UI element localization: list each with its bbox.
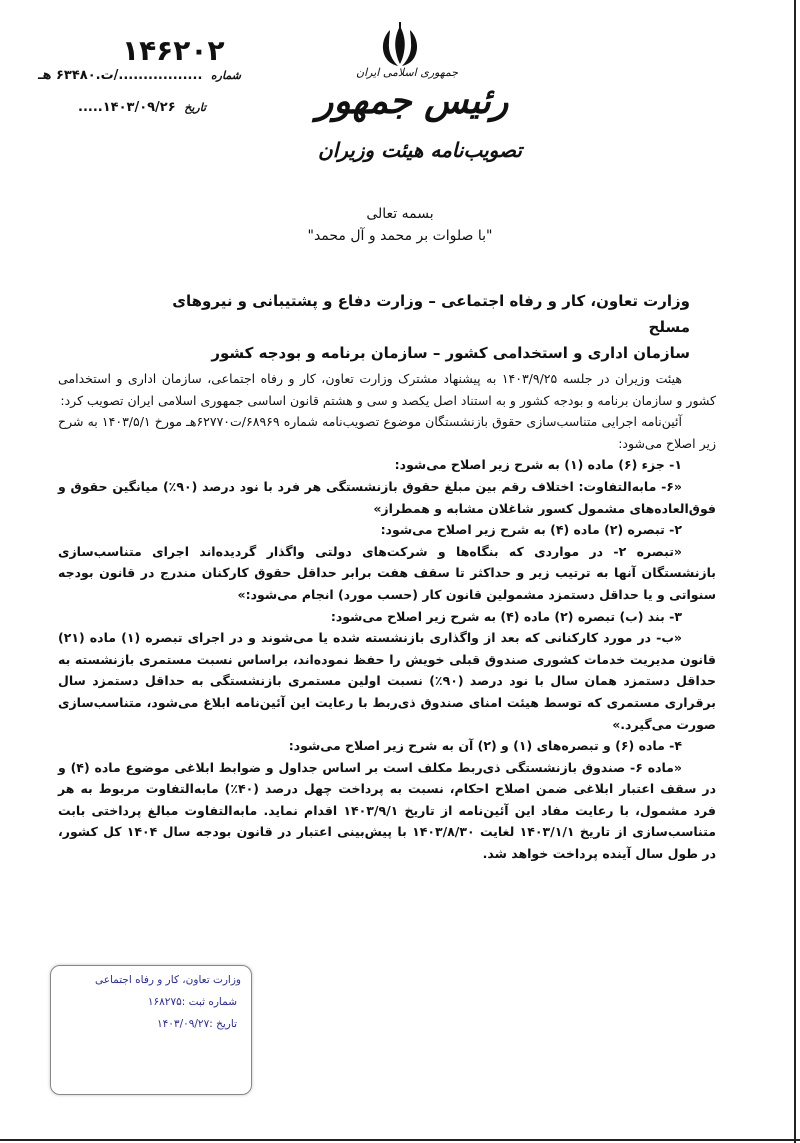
addressee-line-1: وزارت تعاون، کار و رفاه اجتماعی – وزارت دفاع و پشتیبانی و نیروهای مسلح [172,292,690,336]
date-value: ۱۴۰۳/۰۹/۲۶..... [78,100,176,115]
basmala: بسمه تعالی [366,206,434,222]
addressee-block [130,288,690,366]
stamp-organization: وزارت تعاون، کار و رفاه اجتماعی [94,974,241,986]
reference-number [38,68,241,83]
document-body [58,368,716,865]
country-name: جمهوری اسلامی ایران [356,66,459,79]
body-paragraph: هیئت وزیران در جلسه ۱۴۰۳/۹/۲۵ به پیشنهاد مشترک وزارت تعاون، کار و رفاه اجتماعی، سازمان اداری و استخدامی کشور و سازمان برنامه و بودجه کشور و به استناد اصل یکصد و سی و هشتم قانون اساسی جمهوری اسلامی ایران تصویب کرد: [58,371,716,408]
stamp-date: تاریخ :۱۴۰۳/۰۹/۲۷ [157,1018,237,1030]
office-title: رئیس جمهور [316,80,509,122]
iran-emblem-icon [372,22,428,68]
page-edge-bottom [0,1139,800,1141]
body-paragraph: «ماده ۶- صندوق بازنشستگی ذی‌ربط مکلف است بر اساس جداول و ضوابط ابلاغی موضوع ماده (۴) و در سقف اعتبار ابلاغی ضمن اصلاح احکام، نسبت به پرداخت چهل درصد (۴۰٪) مابه‌التفاوت مربوط به هر فرد مشمول، با رعایت مفاد این آئین‌نامه از تاریخ ۱۴۰۳/۹/۱ اقدام نماید. مابه‌التفاوت مبالغ پرداختی بابت متناسب‌سازی از تاریخ ۱۴۰۳/۱/۱ لغایت ۱۴۰۳/۸/۳۰ با پیش‌بینی اعتبار در قانون بودجه سال ۱۴۰۴ کل کشور، در طول سال آینده پرداخت خواهد شد. [58,759,716,862]
approval-title: تصویب‌نامه هیئت وزیران [318,138,522,162]
section-heading: ۱- جزء (۶) ماده (۱) به شرح زیر اصلاح می‌شود: [394,457,682,473]
addressee-line-2: سازمان اداری و استخدامی کشور – سازمان برنامه و بودجه کشور [211,344,690,362]
body-paragraph: «ب- در مورد کارکنانی که بعد از واگذاری بازنشسته شده یا می‌شوند و در اجرای تبصره (۱) ماده (۲۱) قانون مدیریت خدمات کشوری صندوق قبلی خویش را حفظ نموده‌اند، براساس نسبت مستمری بازنشسته به حداقل دستمزد همان سال با نود درصد (۹۰٪) نسبت اولین مستمری بازنشستگی به حداقل دستمزد سال برقراری مستمری که توسط هیئت امنای صندوق ذی‌ربط با رعایت این آئین‌نامه ابلاغ می‌شود، متناسب‌سازی صورت می‌گیرد.» [58,630,716,732]
body-paragraph: «تبصره ۲- در مواردی که بنگاه‌ها و شرکت‌های دولتی واگذار گردیده‌اند اجرای متناسب‌سازی بازنشستگان آنها به ترتیب زیر و حداکثر تا سقف هفت برابر حداقل حقوق کارکنان مندرج در قانون بودجه سنواتی و یا حداقل دستمزد مشمولین قانون کار (حسب مورد) انجام می‌شود:» [58,543,716,602]
date-label: تاریخ [184,101,207,114]
registration-stamp [50,965,252,1095]
reference-value: ................./ت.۶۳۴۸۰ هـ [38,68,203,83]
reference-label: شماره [210,69,241,82]
page-edge-right [794,0,796,1143]
salawat: "با صلوات بر محمد و آل محمد" [307,228,493,244]
section-heading: ۳- بند (ب) تبصره (۲) ماده (۴) به شرح زیر اصلاح می‌شود: [330,608,682,624]
body-paragraph: «۶- مابه‌التفاوت: اختلاف رقم بین مبلغ حقوق بازنشستگی هر فرد با نود درصد (۹۰٪) میانگین حقوق و فوق‌العاده‌های مشمول کسور شاغلان مشابه و همطراز» [58,478,716,516]
section-heading: ۴- ماده (۶) و تبصره‌های (۱) و (۲) آن به شرح زیر اصلاح می‌شود: [288,738,682,754]
document-date [78,100,206,115]
document-number: ۱۴۶۲۰۲ [122,34,225,67]
stamp-registration-number: شماره ثبت :۱۶۸۲۷۵ [147,996,237,1008]
body-paragraph: آئین‌نامه اجرایی متناسب‌سازی حقوق بازنشستگان موضوع تصویب‌نامه شماره ۶۸۹۶۹/ت۶۲۷۷۰هـ مورخ ۱۴۰۳/۵/۱ به شرح زیر اصلاح می‌شود: [58,414,716,451]
section-heading: ۲- تبصره (۲) ماده (۴) به شرح زیر اصلاح می‌شود: [380,522,682,538]
